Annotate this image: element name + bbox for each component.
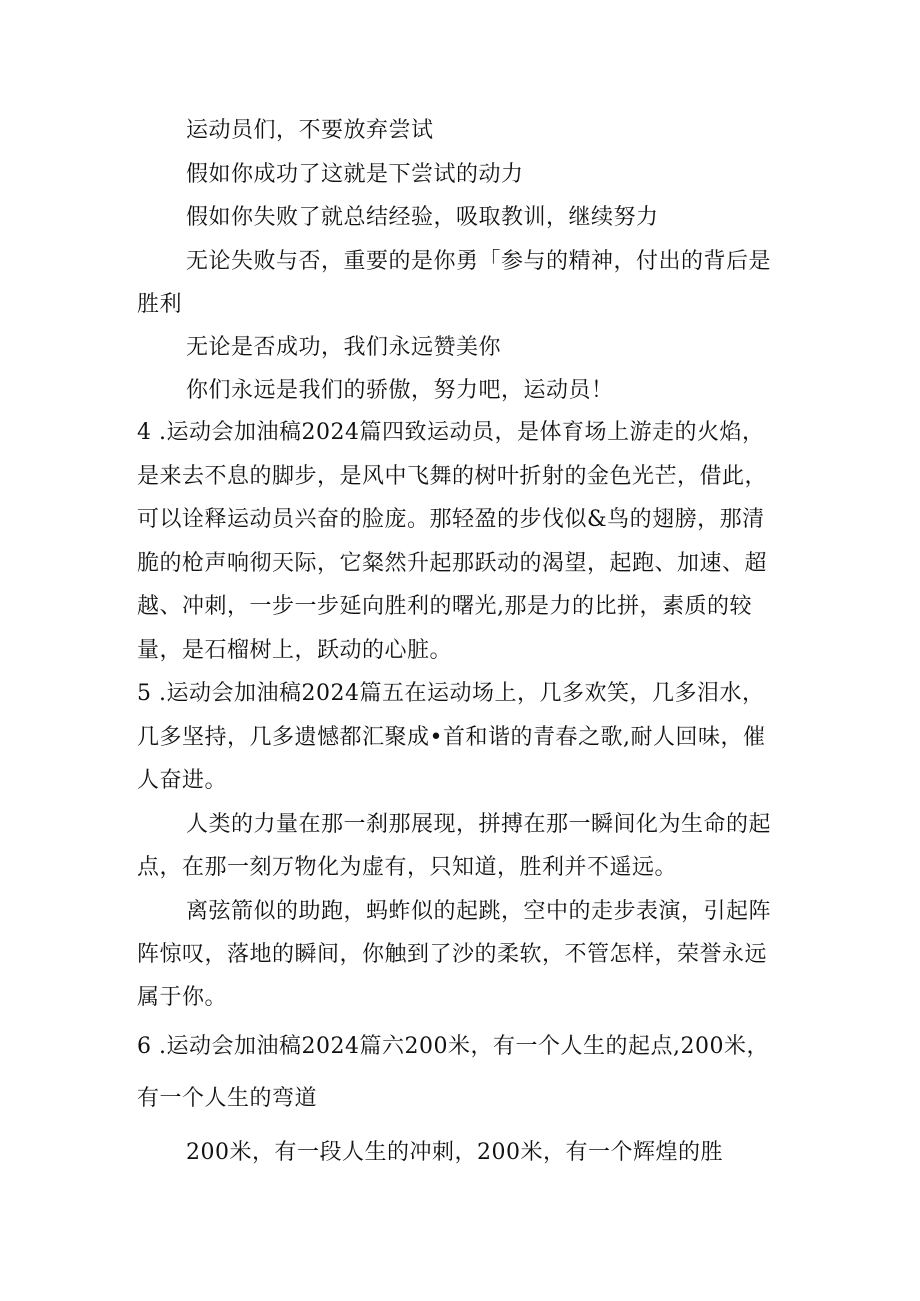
section-heading-line: 6 .运动会加油稿2024篇六200米，有一个人生的起点,200米， <box>137 1034 769 1059</box>
paragraph-line: 属于你。 <box>137 985 228 1010</box>
paragraph-line: 无论是否成功，我们永远赞美你 <box>186 335 502 360</box>
paragraph-line: 无论失败与否，重要的是你勇「参与的精神，付出的背后是 <box>186 249 772 274</box>
paragraph-line: 人类的力量在那一刹那展现，拼搏在那一瞬间化为生命的起 <box>186 812 772 837</box>
paragraph-line: 胜利 <box>137 292 183 317</box>
section-heading-line: 5 .运动会加油稿2024篇五在运动场上，几多欢笑，几多泪水， <box>137 681 765 706</box>
paragraph-line: 点，在那一刻万物化为虚有，只知道，胜利并不遥远。 <box>137 855 678 880</box>
paragraph-line: 越、冲刺，一步一步延向胜利的曙光,那是力的比拼，素质的较 <box>137 594 752 619</box>
paragraph-line: 运动员们，不要放弃尝试 <box>186 118 434 143</box>
paragraph-line: 假如你失败了就总结经验，吸取教训，继续努力 <box>186 205 659 230</box>
paragraph-line: 是来去不息的脚步，是风中飞舞的树叶折射的金色光芒，借此， <box>137 464 768 489</box>
paragraph-line: 脆的枪声响彻天际，它粲然升起那跃动的渴望，起跑、加速、超 <box>137 551 768 576</box>
paragraph-line: 几多坚持，几多遗憾都汇聚成•首和谐的青春之歌,耐人回味，催 <box>137 725 766 750</box>
paragraph-line: 阵惊叹，落地的瞬间，你触到了沙的柔软，不管怎样，荣誉永远 <box>137 942 768 967</box>
section-heading-line: 4 .运动会加油稿2024篇四致运动员，是体育场上游走的火焰， <box>137 420 765 445</box>
paragraph-line: 人奋进。 <box>137 768 228 793</box>
paragraph-line: 离弦箭似的助跑，蚂蚱似的起跳，空中的走步表演，引起阵 <box>186 899 772 924</box>
paragraph-line: 假如你成功了这就是下尝试的动力 <box>186 162 524 187</box>
paragraph-line: 可以诠释运动员兴奋的脸庞。那轻盈的步伐似&鸟的翅膀，那清 <box>137 507 765 532</box>
paragraph-line: 量，是石榴树上，跃动的心脏。 <box>137 638 453 663</box>
paragraph-line: 你们永远是我们的骄傲，努力吧，运动员！ <box>186 378 614 403</box>
paragraph-line: 200米，有一段人生的冲刺，200米，有一个辉煌的胜 <box>186 1140 723 1165</box>
paragraph-line: 有一个人生的弯道 <box>137 1086 318 1111</box>
